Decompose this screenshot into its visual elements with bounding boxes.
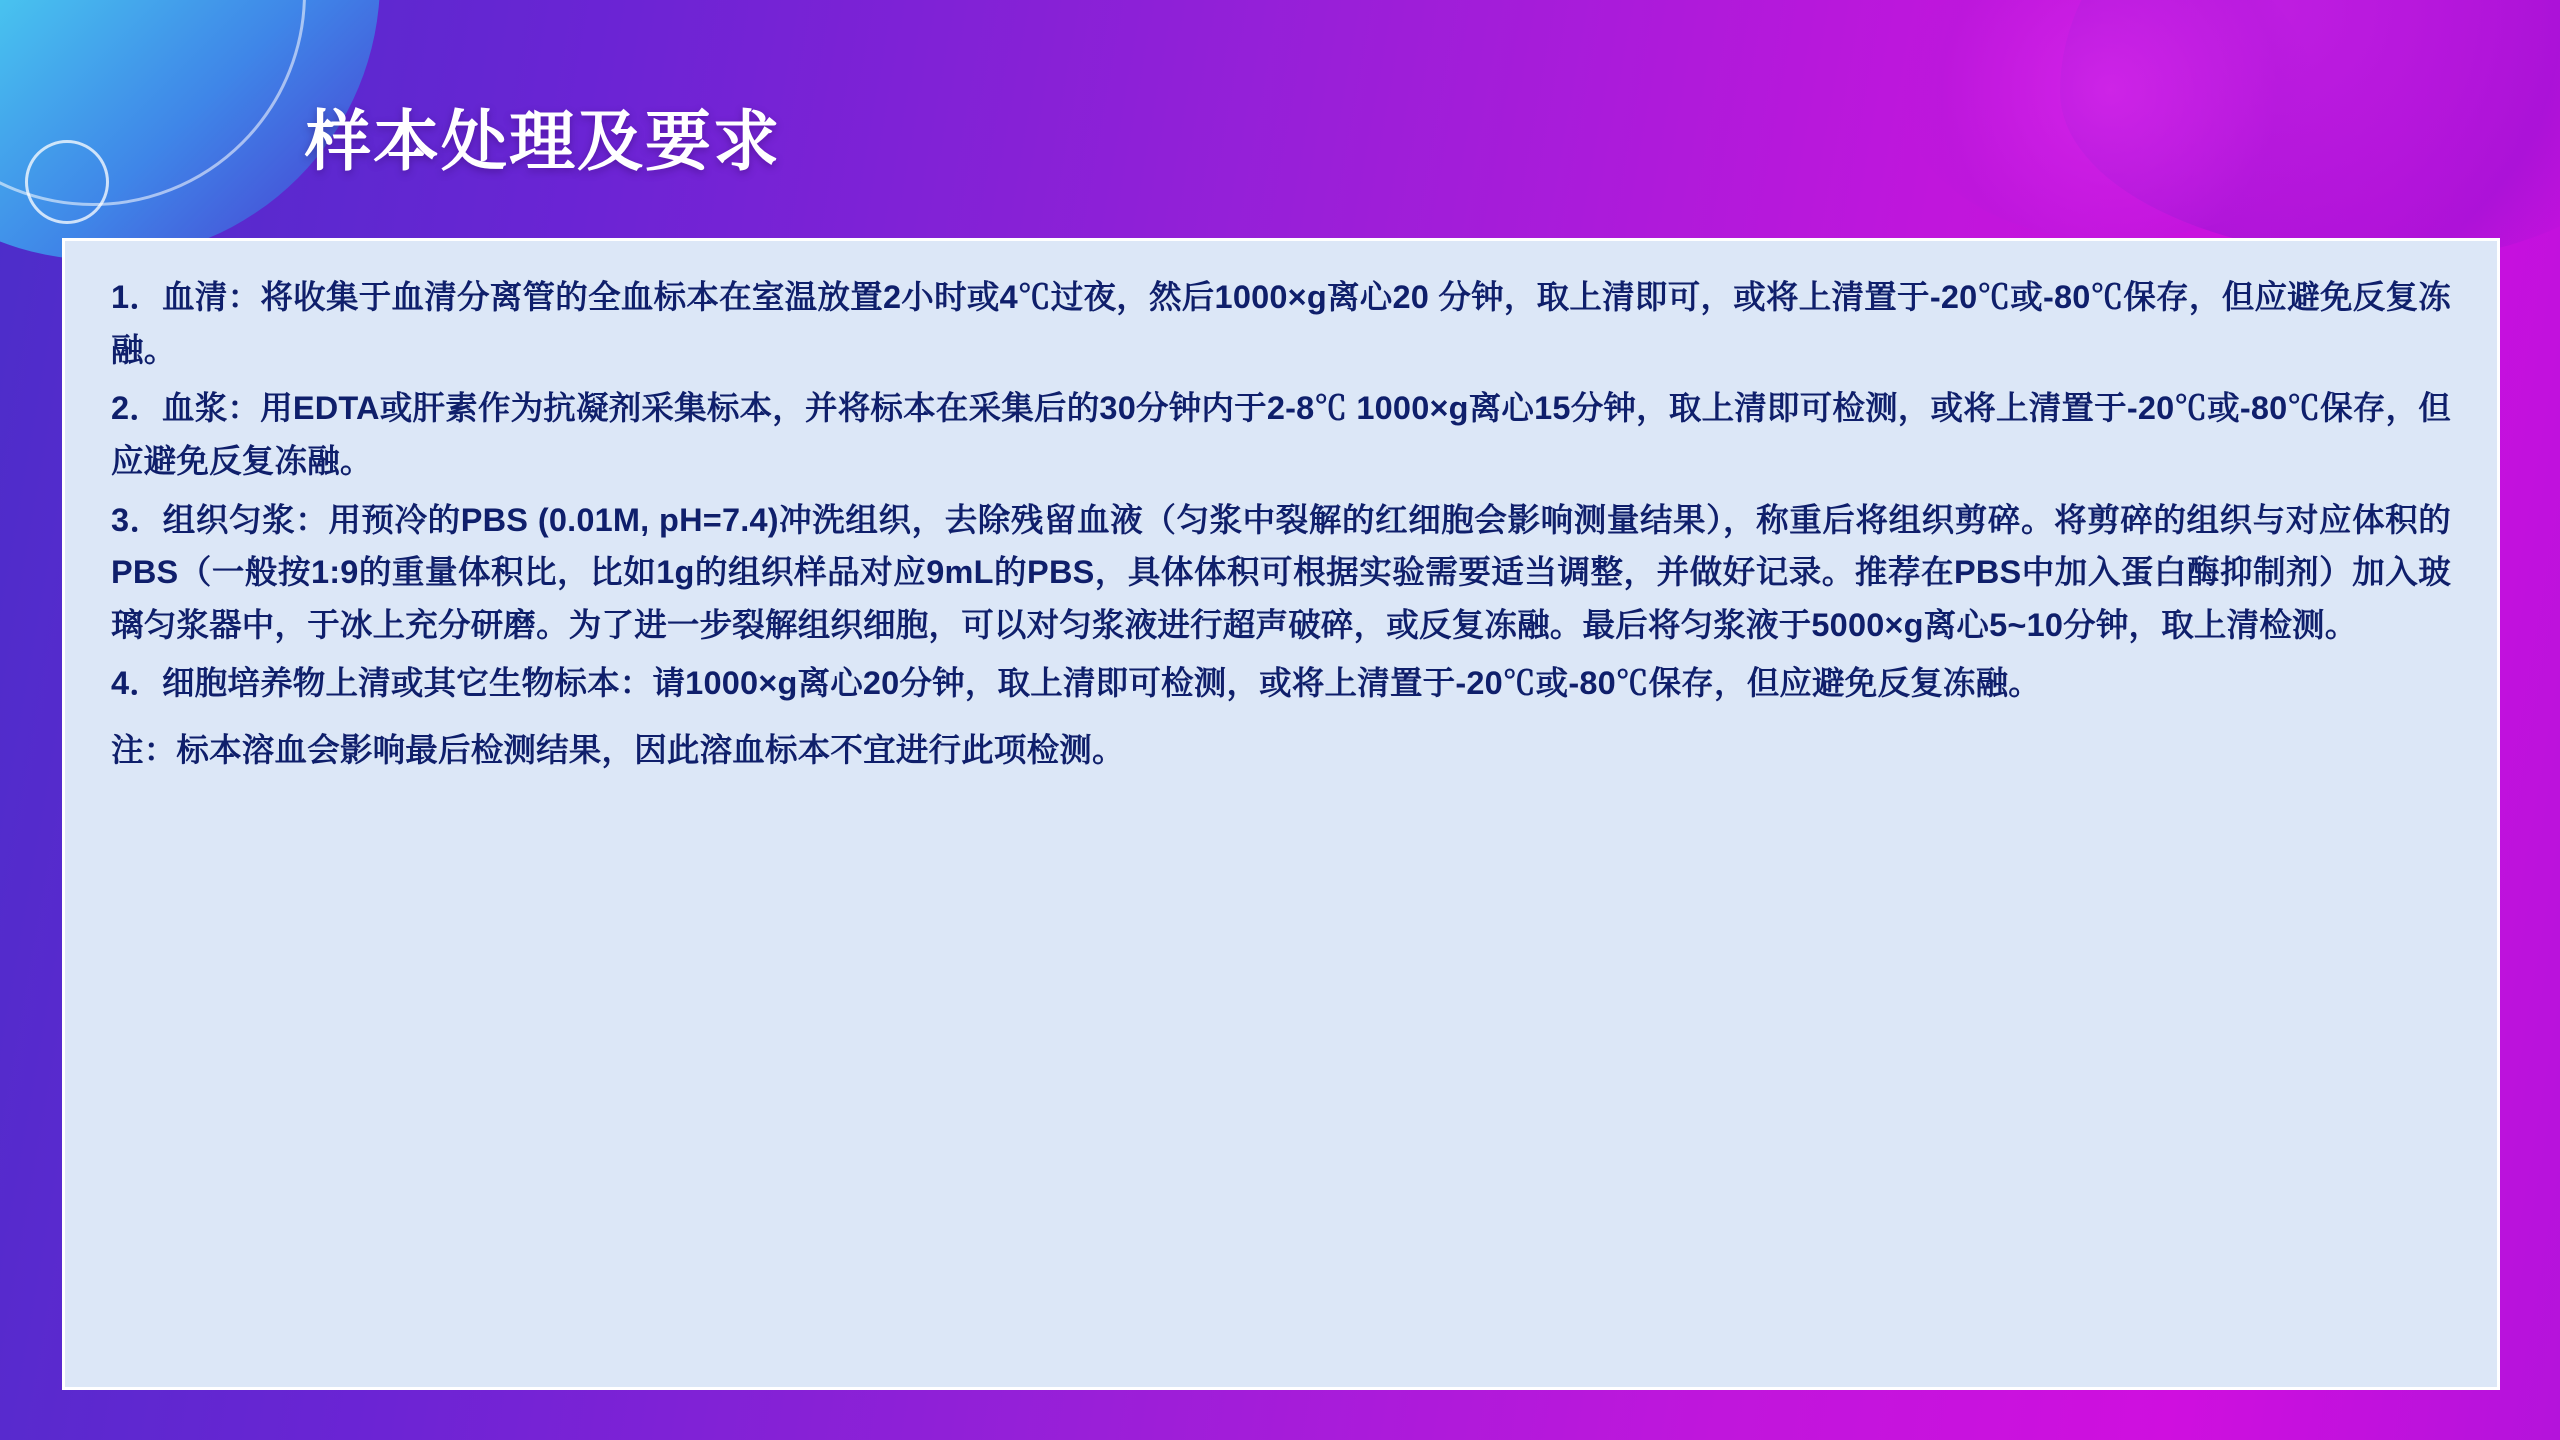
content-card xyxy=(62,238,2500,1390)
decorative-circle-icon xyxy=(25,140,109,224)
decorative-blob-right-secondary xyxy=(1900,0,2320,240)
paragraph-note: 注：标本溶血会影响最后检测结果，因此溶血标本不宜进行此项检测。 xyxy=(111,732,1125,769)
page-title: 样本处理及要求 xyxy=(305,104,781,178)
paragraph-plasma: 2．血浆：用EDTA或肝素作为抗凝剂采集标本，并将标本在采集后的30分钟内于2-8℃ 1000×g离心15分钟，取上清即可检测，或将上清置于-20℃或-80℃保存，但应避免反复冻融。 xyxy=(111,390,2451,479)
paragraph-serum: 1．血清：将收集于血清分离管的全血标本在室温放置2小时或4℃过夜，然后1000×g离心20 分钟，取上清即可，或将上清置于-20℃或-80℃保存，但应避免反复冻融。 xyxy=(111,279,2451,368)
paragraph-cell-culture-supernatant: 4．细胞培养物上清或其它生物标本：请1000×g离心20分钟，取上清即可检测，或将上清置于-20℃或-80℃保存，但应避免反复冻融。 xyxy=(111,665,2042,702)
paragraph-tissue-homogenate: 3．组织匀浆：用预冷的PBS (0.01M, pH=7.4)冲洗组织，去除残留血液（匀浆中裂解的红细胞会影响测量结果），称重后将组织剪碎。将剪碎的组织与对应体积的PBS（一般按1:9的重量体积比，比如1g的组织样品对应9mL的PBS，具体体积可根据实验需要适当调整，并做好记录。推荐在PBS中加入蛋白酶抑制剂）加入玻璃匀浆器中，于冰上充分研磨。为了进一步裂解组织细胞，可以对匀浆液进行超声破碎，或反复冻融。最后将匀浆液于5000×g离心5~10分钟，取上清检测。 xyxy=(111,501,2451,643)
